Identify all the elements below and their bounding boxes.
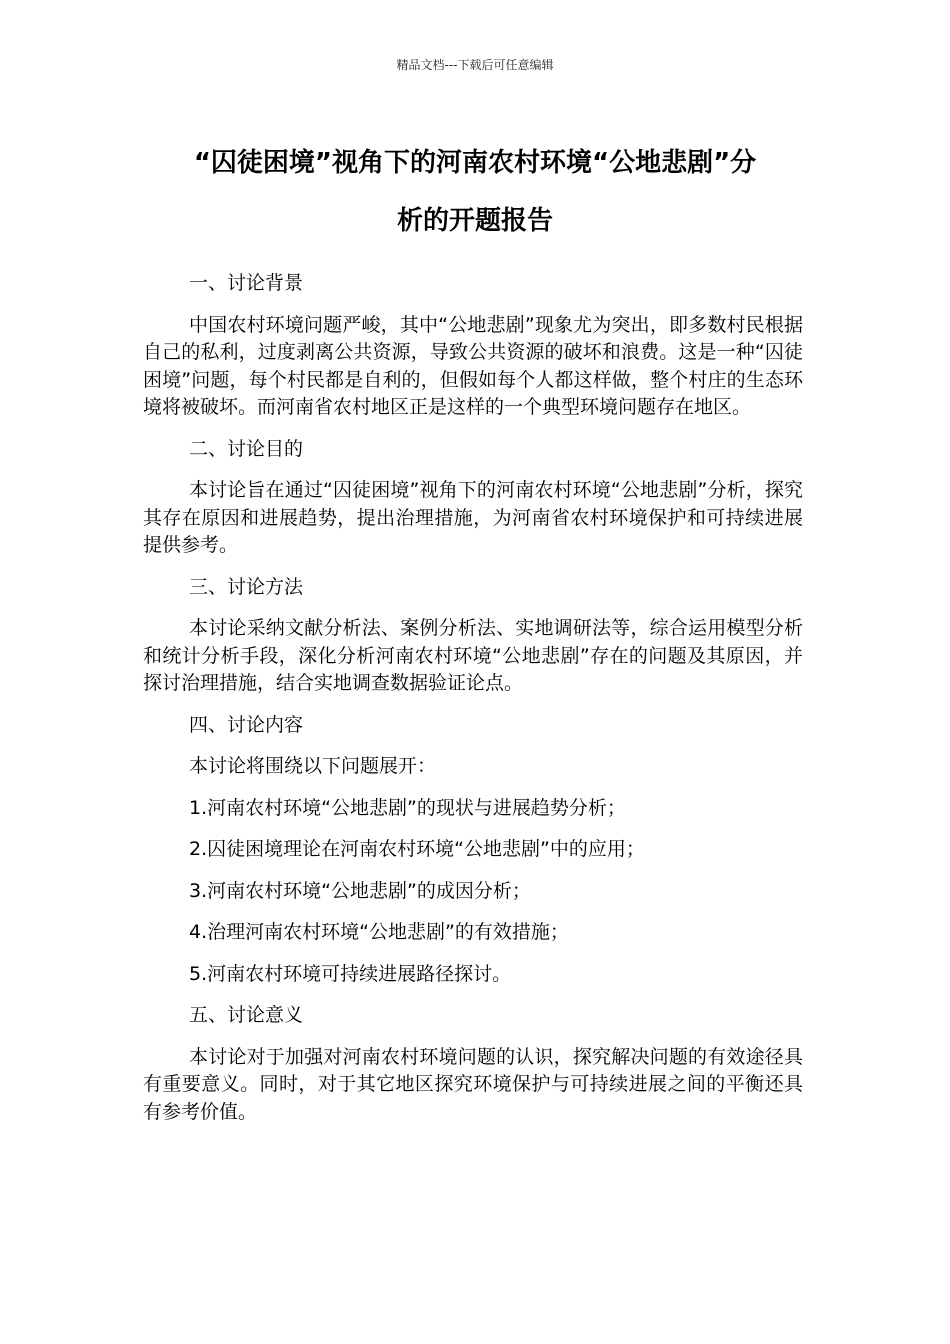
title-line-2: 析的开题报告 bbox=[396, 206, 553, 236]
paragraph-significance: 本讨论对于加强对河南农村环境问题的认识，探究解决问题的有效途径具有重要意义。同时，对于其它地区探究环境保护与可持续进展之间的平衡还具有参考价值。 bbox=[143, 1045, 803, 1123]
list-item: 3.河南农村环境“公地悲剧”的成因分析； bbox=[189, 879, 531, 902]
document-body bbox=[143, 270, 803, 1140]
list-item: 2.囚徒困境理论在河南农村环境“公地悲剧”中的应用； bbox=[189, 838, 645, 860]
document-title bbox=[130, 134, 820, 250]
title-line-1: “囚徒困境”视角下的河南农村环境“公地悲剧”分 bbox=[193, 148, 757, 178]
section-heading-significance: 五、讨论意义 bbox=[189, 1004, 304, 1026]
paragraph-background: 中国农村环境问题严峻，其中“公地悲剧”现象尤为突出，即多数村民根据自己的私利，过度剥离公共资源，导致公共资源的破坏和浪费。这是一种“囚徒困境”问题，每个村民都是自利的，但假如每个人都这样做，整个村庄的生态环境将被破坏。而河南省农村地区正是这样的一个典型环境问题存在地区。 bbox=[143, 313, 803, 418]
section-heading-content: 四、讨论内容 bbox=[189, 713, 304, 736]
paragraph-purpose: 本讨论旨在通过“囚徒困境”视角下的河南农村环境“公地悲剧”分析，探究其存在原因和进展趋势，提出治理措施，为河南省农村环境保护和可持续进展提供参考。 bbox=[143, 479, 803, 556]
section-heading-purpose: 二、讨论目的 bbox=[189, 437, 304, 460]
section-heading-background: 一、讨论背景 bbox=[189, 272, 304, 294]
page-header: 精品文档---下载后可任意编辑 bbox=[396, 58, 554, 72]
paragraph-methods: 本讨论采纳文献分析法、案例分析法、实地调研法等，综合运用模型分析和统计分析手段，深化分析河南农村环境“公地悲剧”存在的问题及其原因，并探讨治理措施，结合实地调查数据验证论点。 bbox=[143, 617, 803, 694]
list-item: 5.河南农村环境可持续进展路径探讨。 bbox=[189, 962, 512, 985]
list-item: 1.河南农村环境“公地悲剧”的现状与进展趋势分析； bbox=[189, 796, 626, 819]
list-item: 4.治理河南农村环境“公地悲剧”的有效措施； bbox=[189, 921, 569, 943]
content-intro: 本讨论将围绕以下问题展开： bbox=[189, 755, 437, 777]
section-heading-methods: 三、讨论方法 bbox=[189, 575, 304, 598]
